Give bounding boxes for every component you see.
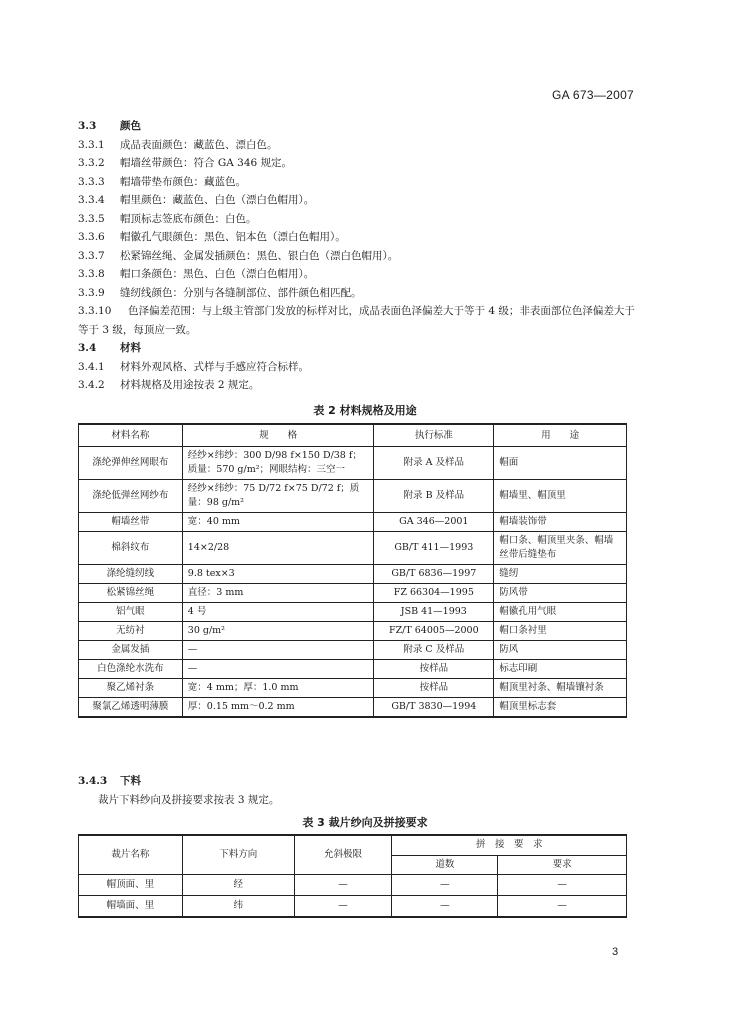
section-text: 色泽偏差范围：与上级主管部门发放的标样对比，成品表面色泽偏差大于等于 4 级；非表面部位色泽偏差大于等于 3 级，每顶应一致。 [78, 305, 635, 336]
cell-standard: GB/T 3830—1994 [374, 698, 494, 718]
cell-usage: 防风带 [494, 584, 627, 603]
table-row [79, 660, 627, 679]
section-text: 下料 [120, 775, 141, 787]
section-text: 颜色 [120, 120, 141, 132]
header-requirement: 要求 [498, 855, 627, 875]
page-number: 3 [612, 946, 619, 958]
cell-piece-name: 帽顶面、里 [79, 875, 183, 896]
section-text: 帽里颜色：藏蓝色、白色（漂白色帽用）。 [120, 194, 315, 206]
materials-table [78, 423, 627, 718]
section-text: 缝纫线颜色：分别与各缝制部位、部件颜色相匹配。 [120, 286, 362, 299]
cell-specification: 经纱×纬纱：300 D/98 f×150 D/38 f；质量：570 g/m²；网眼结构：三空一 [182, 447, 374, 480]
section-number: 3.4.1 [78, 360, 105, 373]
cell-standard: JSB 41—1993 [374, 603, 494, 622]
section-text: 松紧锦丝绳、金属发插颜色：黑色、银白色（漂白色帽用）。 [120, 249, 399, 262]
cutting-table [78, 834, 627, 918]
cell-usage: 帽口条、帽顶里夹条、帽墙丝带后缝垫布 [494, 532, 627, 565]
cell-material-name: 帽墙丝带 [79, 513, 183, 532]
section-item [78, 376, 640, 395]
cell-specification: 宽：40 mm [182, 513, 374, 532]
header-material-name: 材料名称 [79, 424, 183, 447]
cell-material-name: 涤纶低弹丝网纱布 [79, 480, 183, 513]
section-number: 3.3 [78, 120, 97, 132]
table-row [79, 875, 627, 896]
section-item [78, 154, 640, 173]
cell-usage: 防风 [494, 641, 627, 660]
cell-standard: 按样品 [374, 660, 494, 679]
cell-specification: 9.8 tex×3 [182, 565, 374, 584]
cell-usage: 帽墙装饰带 [494, 513, 627, 532]
section-text: 帽徽孔气眼颜色：黑色、铝本色（漂白色帽用）。 [120, 231, 346, 243]
cell-material-name: 铝气眼 [79, 603, 183, 622]
section-number: 3.3.10 [78, 305, 112, 317]
section-item [78, 136, 640, 155]
section-number: 3.3.6 [78, 231, 105, 243]
cell-count: — [392, 896, 498, 918]
section-item [78, 302, 640, 339]
table-header-row [79, 424, 627, 447]
cell-specification: 30 g/m² [182, 622, 374, 641]
table-row [79, 603, 627, 622]
cell-standard: 附录 B 及样品 [374, 480, 494, 513]
cell-material-name: 白色涤纶水洗布 [79, 660, 183, 679]
cell-standard: FZ/T 64005—2000 [374, 622, 494, 641]
table-row [79, 513, 627, 532]
section-text: 材料规格及用途按表 2 规定。 [120, 379, 260, 391]
cell-usage: 缝纫 [494, 565, 627, 584]
cell-usage: 帽徽孔用气眼 [494, 603, 627, 622]
section-number: 3.4.3 [78, 775, 108, 787]
cell-count: — [392, 875, 498, 896]
cell-standard: GB/T 411—1993 [374, 532, 494, 565]
section-text: 帽墙丝带颜色：符合 GA 346 规定。 [120, 157, 293, 169]
cell-usage: 帽面 [494, 447, 627, 480]
cell-specification: 4 号 [182, 603, 374, 622]
cell-specification: — [182, 660, 374, 679]
cell-specification: 宽：4 mm；厚：1.0 mm [182, 679, 374, 698]
cell-usage: 帽口条衬里 [494, 622, 627, 641]
table-row [79, 565, 627, 584]
cell-specification: — [182, 641, 374, 660]
section-item [78, 247, 640, 266]
cell-material-name: 无纺衬 [79, 622, 183, 641]
cell-requirement: — [498, 875, 627, 896]
table-row [79, 584, 627, 603]
header-tolerance: 允斜极限 [294, 835, 392, 875]
section-number: 3.3.8 [78, 268, 105, 280]
section-number: 3.3.7 [78, 249, 105, 262]
cell-piece-name: 帽墙面、里 [79, 896, 183, 918]
section-heading [78, 339, 640, 358]
section-text: 帽墙带垫布颜色：藏蓝色。 [120, 175, 246, 188]
header-joining-requirements: 拼 接 要 求 [392, 835, 627, 855]
cell-specification: 直径：3 mm [182, 584, 374, 603]
cell-direction: 纬 [182, 896, 294, 918]
section-number: 3.4.2 [78, 379, 105, 391]
cell-standard: 附录 C 及样品 [374, 641, 494, 660]
section-item [78, 265, 640, 284]
table-header-row [79, 835, 627, 855]
cell-material-name: 金属发插 [79, 641, 183, 660]
cell-material-name: 涤纶弹伸丝网眼布 [79, 447, 183, 480]
table-row [79, 641, 627, 660]
section-number: 3.3.3 [78, 175, 105, 188]
section-item [78, 191, 640, 210]
section-paragraph: 裁片下料纱向及拼接要求按表 3 规定。 [98, 793, 280, 806]
table-3-title: 表 3 裁片纱向及拼接要求 [302, 816, 428, 829]
table-row [79, 896, 627, 918]
section-item [78, 228, 640, 247]
section-number: 3.3.1 [78, 138, 105, 151]
cell-tolerance: — [294, 875, 392, 896]
section-text: 材料 [120, 342, 141, 354]
section-item [78, 358, 640, 377]
standard-code: GA 673—2007 [552, 88, 635, 102]
cell-standard: 附录 A 及样品 [374, 447, 494, 480]
table-row [79, 480, 627, 513]
section-list [78, 117, 640, 395]
cell-standard: 按样品 [374, 679, 494, 698]
cell-usage: 帽墙里、帽顶里 [494, 480, 627, 513]
section-heading [78, 117, 640, 136]
table-row [79, 532, 627, 565]
header-standard: 执行标准 [374, 424, 494, 447]
section-item [78, 284, 640, 303]
section-text: 帽口条颜色：黑色、白色（漂白色帽用）。 [120, 268, 315, 280]
cell-specification: 经纱×纬纱：75 D/72 f×75 D/72 f；质量：98 g/m² [182, 480, 374, 513]
table-row [79, 622, 627, 641]
cell-standard: GB/T 6836—1997 [374, 565, 494, 584]
cell-requirement: — [498, 896, 627, 918]
section-number: 3.4 [78, 342, 97, 354]
cell-specification: 14×2/28 [182, 532, 374, 565]
section-number: 3.3.2 [78, 157, 105, 169]
table-2-title: 表 2 材料规格及用途 [313, 404, 417, 417]
section-3-4-3 [78, 772, 640, 809]
header-usage: 用 途 [494, 424, 627, 447]
header-specification: 规 格 [182, 424, 374, 447]
cell-direction: 经 [182, 875, 294, 896]
cell-specification: 厚：0.15 mm～0.2 mm [182, 698, 374, 718]
header-direction: 下料方向 [182, 835, 294, 875]
cell-tolerance: — [294, 896, 392, 918]
table-row [79, 679, 627, 698]
cell-usage: 标志印刷 [494, 660, 627, 679]
cell-standard: FZ 66304—1995 [374, 584, 494, 603]
section-heading [78, 772, 640, 791]
section-text: 材料外观风格、式样与手感应符合标样。 [120, 360, 309, 373]
cell-material-name: 松紧锦丝绳 [79, 584, 183, 603]
table-row [79, 447, 627, 480]
header-piece-name: 裁片名称 [79, 835, 183, 875]
section-item [78, 173, 640, 192]
section-text: 成品表面颜色：藏蓝色、漂白色。 [120, 138, 278, 151]
table-row [79, 698, 627, 718]
section-number: 3.3.4 [78, 194, 105, 206]
section-text: 帽顶标志签底布颜色：白色。 [120, 212, 257, 225]
cell-usage: 帽顶里标志套 [494, 698, 627, 718]
cell-material-name: 聚氯乙烯透明薄膜 [79, 698, 183, 718]
section-number: 3.3.9 [78, 286, 105, 299]
header-count: 道数 [392, 855, 498, 875]
section-item [78, 210, 640, 229]
cell-material-name: 棉斜纹布 [79, 532, 183, 565]
section-number: 3.3.5 [78, 212, 105, 225]
cell-usage: 帽顶里衬条、帽墙镶衬条 [494, 679, 627, 698]
cell-material-name: 聚乙烯衬条 [79, 679, 183, 698]
cell-standard: GA 346—2001 [374, 513, 494, 532]
cell-material-name: 涤纶缝纫线 [79, 565, 183, 584]
